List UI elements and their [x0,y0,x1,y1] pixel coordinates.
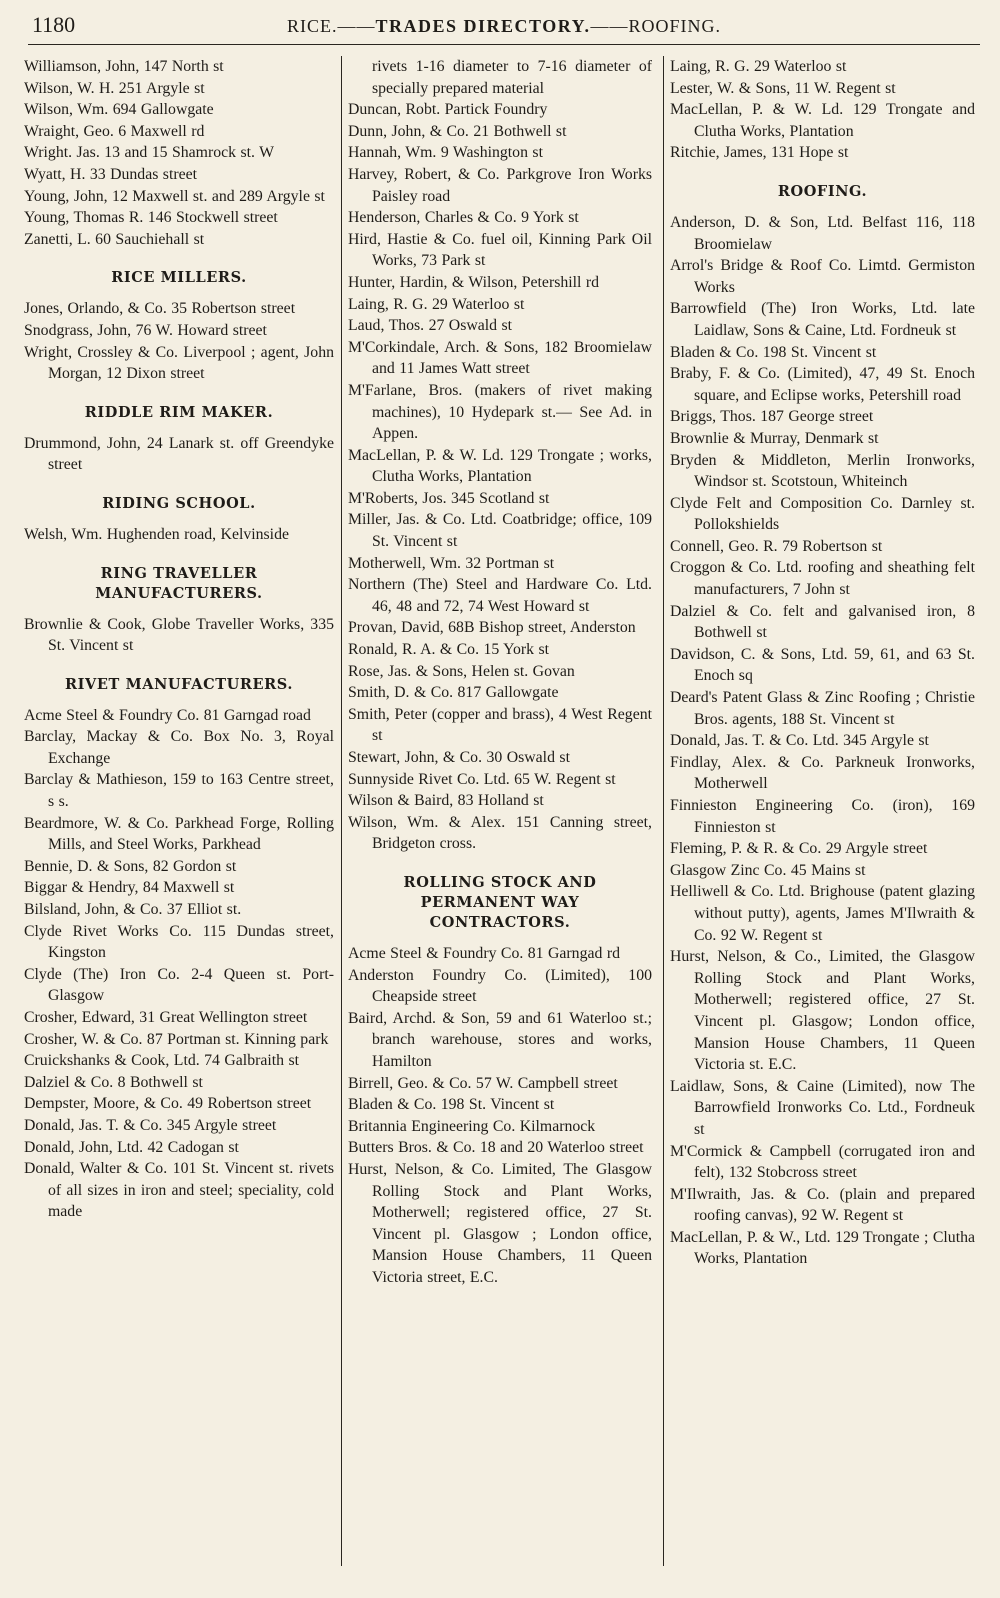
directory-entry: Findlay, Alex. & Co. Parkneuk Ironworks, Motherwell [670,753,975,793]
directory-entry: Duncan, Robt. Partick Foundry [348,101,548,119]
directory-entry: Wilson & Baird, 83 Holland st [348,792,544,810]
section-heading: RIVET MANUFACTURERS. [65,675,293,693]
directory-entry: Birrell, Geo. & Co. 57 W. Campbell street [348,1074,618,1092]
directory-entry: Wilson, Wm. 694 Gallowgate [24,101,214,119]
directory-entry: M'Ilwraith, Jas. & Co. (plain and prepared roofing canvas), 92 W. Regent st [670,1185,975,1225]
directory-entry: Dalziel & Co. 8 Bothwell st [24,1073,203,1091]
section-heading: RIDING SCHOOL. [102,494,256,512]
directory-entry: Croggon & Co. Ltd. roofing and sheathing felt manufacturers, 7 John st [670,559,975,599]
directory-entry: Donald, Jas. T. & Co. Ltd. 345 Argyle st [670,732,929,750]
section-heading: RING TRAVELLER MANUFACTURERS. [95,564,263,602]
directory-entry: Barrowfield (The) Iron Works, Ltd. late Laidlaw, Sons & Caine, Ltd. Fordneuk st [670,300,975,339]
directory-entry: Wright. Jas. 13 and 15 Shamrock st. W [24,144,275,162]
running-head-right: ROOFING. [628,16,721,36]
directory-entry: Provan, David, 68B Bishop street, Anderston [348,619,636,637]
directory-entry: Sunnyside Rivet Co. Ltd. 65 W. Regent st [348,770,616,788]
directory-entry: Bilsland, John, & Co. 37 Elliot st. [24,901,242,919]
directory-entry: Britannia Engineering Co. Kilmarnock [348,1117,596,1135]
directory-entry: Biggar & Hendry, 84 Maxwell st [24,879,235,897]
directory-entry: Clyde (The) Iron Co. 2-4 Queen st. Port-Glasgow [24,965,334,1005]
directory-entry: Briggs, Thos. 187 George street [670,408,874,426]
column-divider [663,56,664,1566]
directory-entry: Beardmore, W. & Co. Parkhead Forge, Rolling Mills, and Steel Works, Parkhead [24,814,334,854]
directory-entry: Jones, Orlando, & Co. 35 Robertson street [24,300,296,318]
directory-entry: Snodgrass, John, 76 W. Howard street [24,321,267,339]
directory-entry: Dunn, John, & Co. 21 Bothwell st [348,122,567,140]
directory-entry: Glasgow Zinc Co. 45 Mains st [670,861,866,879]
directory-entry: Lester, W. & Sons, 11 W. Regent st [670,79,896,97]
directory-entry: M'Roberts, Jos. 345 Scotland st [348,489,550,507]
directory-entry: Bladen & Co. 198 St. Vincent st [348,1096,555,1114]
directory-entry: Connell, Geo. R. 79 Robertson st [670,537,883,555]
directory-entry: Laing, R. G. 29 Waterloo st [348,295,525,313]
directory-entry: Stewart, John, & Co. 30 Oswald st [348,749,570,766]
page-header [28,8,980,45]
directory-entry: Young, John, 12 Maxwell st. and 289 Argyle st [24,187,325,205]
directory-entry: Dempster, Moore, & Co. 49 Robertson street [24,1095,312,1113]
directory-entry: Hunter, Hardin, & Wilson, Petershill rd [348,273,600,291]
directory-entry: Crosher, Edward, 31 Great Wellington street [24,1009,308,1026]
directory-entry: Crosher, W. & Co. 87 Portman st. Kinning park [24,1030,329,1048]
directory-entry: Ronald, R. A. & Co. 15 York st [348,641,549,659]
directory-entry: Wyatt, H. 33 Dundas street [24,165,198,183]
section-heading: RIDDLE RIM MAKER. [84,403,274,421]
directory-entry: Bennie, D. & Sons, 82 Gordon st [24,857,237,875]
directory-entry: Anderston Foundry Co. (Limited), 100 Cheapside street [348,966,652,1006]
directory-entry: Dalziel & Co. felt and galvanised iron, 8 Bothwell st [670,602,975,642]
directory-entry: Hurst, Nelson, & Co. Limited, The Glasgow Rolling Stock and Plant Works, Motherwell; registered office, 27 St. Vincent pl. Glasgow ; London office, Mansion House Chambers, 11 Queen Victoria street, E.C. [348,1160,652,1286]
directory-entry: Laud, Thos. 27 Oswald st [348,317,513,335]
directory-entry: Hurst, Nelson, & Co., Limited, the Glasgow Rolling Stock and Plant Works, Motherwell; registered office, 27 St. Vincent pl. Glasgow; London office, Mansion House Chambers, 11 Queen Victoria st. E.C. [670,948,975,1074]
directory-entry: Williamson, John, 147 North st [24,58,224,75]
directory-entry: Welsh, Wm. Hughenden road, Kelvinside [24,525,289,543]
section-heading: ROOFING. [777,182,868,200]
directory-entry: Barclay, Mackay & Co. Box No. 3, Royal Exchange [24,728,334,767]
directory-entry: M'Farlane, Bros. (makers of rivet making machines), 10 Hydepark st.— See Ad. in Appen. [348,381,652,443]
page-number: 1180 [32,12,76,37]
directory-entry: Wilson, Wm. & Alex. 151 Canning street, Bridgeton cross. [348,813,652,853]
column-1 [24,56,334,1576]
directory-entry: Northern (The) Steel and Hardware Co. Ltd. 46, 48 and 72, 74 West Howard st [348,576,652,615]
directory-entry: Laing, R. G. 29 Waterloo st [670,58,847,75]
directory-entry: Donald, Walter & Co. 101 St. Vincent st. rivets of all sizes in iron and steel; speciality, cold made [24,1160,334,1221]
directory-entry: Bladen & Co. 198 St. Vincent st [670,343,877,361]
directory-entry: Hannah, Wm. 9 Washington st [348,144,543,162]
directory-entry: Drummond, John, 24 Lanark st. off Greendyke street [24,434,334,474]
directory-entry: Hird, Hastie & Co. fuel oil, Kinning Park Oil Works, 73 Park st [348,230,652,270]
running-head-dash-left: —— [337,16,376,36]
directory-entry: Cruickshanks & Cook, Ltd. 74 Galbraith st [24,1052,300,1070]
directory-entry: Young, Thomas R. 146 Stockwell street [24,209,278,227]
directory-entry: Brownlie & Cook, Globe Traveller Works, 335 St. Vincent st [24,615,334,655]
directory-entry: Zanetti, L. 60 Sauchiehall st [24,230,205,248]
directory-entry: Fleming, P. & R. & Co. 29 Argyle street [670,840,928,858]
running-head-left: RICE. [287,16,338,36]
directory-entry-continued: rivets 1-16 diameter to 7-16 diameter of specially prepared material [372,58,652,97]
directory-entry: Butters Bros. & Co. 18 and 20 Waterloo street [348,1139,644,1157]
directory-entry: Bryden & Middleton, Merlin Ironworks, Windsor st. Scotstoun, Whiteinch [670,451,975,491]
directory-entry: Laidlaw, Sons, & Caine (Limited), now The Barrowfield Ironworks Co. Ltd., Fordneuk st [670,1077,975,1138]
directory-entry: Ritchie, James, 131 Hope st [670,144,849,162]
directory-entry: MacLellan, P. & W. Ld. 129 Trongate ; works, Clutha Works, Plantation [348,446,652,486]
directory-entry: Harvey, Robert, & Co. Parkgrove Iron Works Paisley road [348,165,652,205]
directory-entry: Rose, Jas. & Sons, Helen st. Govan [348,662,575,680]
directory-entry: Baird, Archd. & Son, 59 and 61 Waterloo st.; branch warehouse, stores and works, Hamilton [348,1009,652,1070]
directory-entry: Smith, D. & Co. 817 Gallowgate [348,684,559,702]
directory-entry: Smith, Peter (copper and brass), 4 West Regent st [348,705,652,745]
directory-entry: Braby, F. & Co. (Limited), 47, 49 St. Enoch square, and Eclipse works, Petershill road [670,365,975,404]
directory-entry: Acme Steel & Foundry Co. 81 Garngad road [24,706,311,724]
directory-entry: Davidson, C. & Sons, Ltd. 59, 61, and 63 St. Enoch sq [670,645,975,685]
column-3 [670,56,975,1576]
directory-entry: Brownlie & Murray, Denmark st [670,429,879,447]
section-heading: RICE MILLERS. [111,269,247,287]
directory-entry: Motherwell, Wm. 32 Portman st [348,554,555,572]
directory-entry: Finnieston Engineering Co. (iron), 169 Finnieston st [670,797,975,836]
directory-entry: Wilson, W. H. 251 Argyle st [24,79,205,97]
column-divider [341,56,342,1566]
directory-entry: Wright, Crossley & Co. Liverpool ; agent, John Morgan, 12 Dixon street [24,343,334,383]
directory-entry: Anderson, D. & Son, Ltd. Belfast 116, 118 Broomielaw [670,213,975,253]
directory-entry: Barclay & Mathieson, 159 to 163 Centre street, s s. [24,771,334,811]
directory-entry: Miller, Jas. & Co. Ltd. Coatbridge; office, 109 St. Vincent st [348,511,652,551]
directory-entry: Deard's Patent Glass & Zinc Roofing ; Christie Bros. agents, 188 St. Vincent st [670,689,975,728]
directory-entry: Wraight, Geo. 6 Maxwell rd [24,122,205,140]
directory-entry: MacLellan, P. & W. Ld. 129 Trongate and Clutha Works, Plantation [670,101,975,140]
directory-entry: Helliwell & Co. Ltd. Brighouse (patent glazing without putty), agents, James M'Ilwraith & Co. 92 W. Regent st [670,883,975,944]
directory-entry: Clyde Rivet Works Co. 115 Dundas street, Kingston [24,922,334,962]
column-2 [348,56,652,1576]
directory-entry: M'Cormick & Campbell (corrugated iron and felt), 132 Stobcross street [670,1142,975,1182]
running-head-dash-right: —— [590,16,629,36]
directory-entry: Henderson, Charles & Co. 9 York st [348,209,579,227]
directory-entry: Donald, Jas. T. & Co. 345 Argyle street [24,1116,277,1134]
running-head [28,16,980,37]
directory-entry: Donald, John, Ltd. 42 Cadogan st [24,1138,239,1156]
section-heading: ROLLING STOCK AND PERMANENT WAY CONTRACTORS. [403,873,597,931]
running-head-center: TRADES DIRECTORY. [375,16,591,36]
directory-entry: Arrol's Bridge & Roof Co. Limtd. Germiston Works [670,257,975,296]
directory-entry: Acme Steel & Foundry Co. 81 Garngad rd [348,944,621,962]
directory-entry: Clyde Felt and Composition Co. Darnley st. Pollokshields [670,494,975,534]
directory-entry: MacLellan, P. & W., Ltd. 129 Trongate ; Clutha Works, Plantation [670,1228,975,1268]
directory-entry: M'Corkindale, Arch. & Sons, 182 Broomielaw and 11 James Watt street [348,338,652,378]
